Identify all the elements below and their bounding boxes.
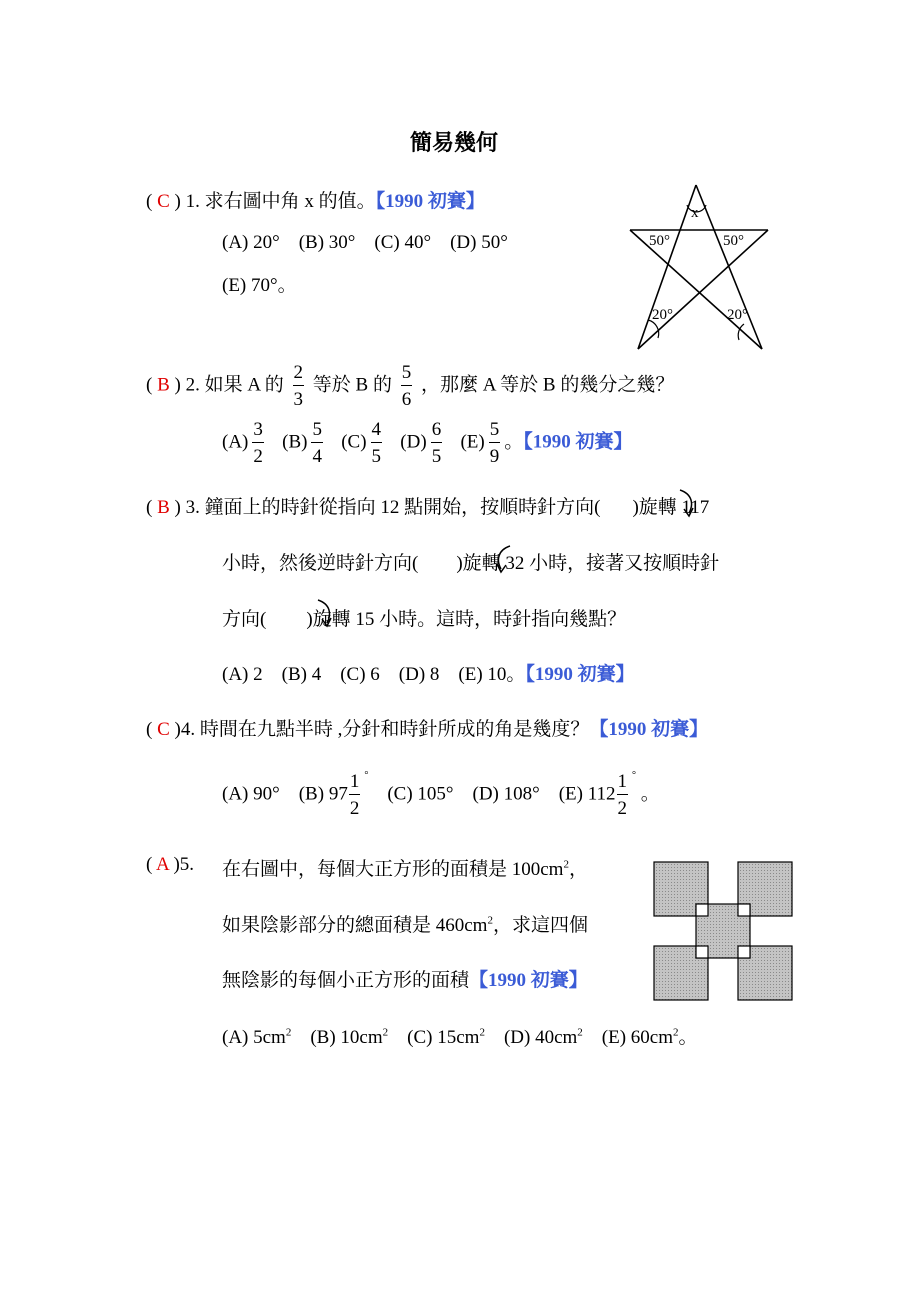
source-tag: 【1990 初賽】: [525, 664, 635, 685]
q2-options: (A) $\frac{3}{2}$ (B) $\frac{5}{4}$ (C) $\frac{4}{5}$ (D) $\frac{6}{5}$ (E) $\frac{5}{9}$ 。【1990 初賽】: [222, 419, 633, 467]
q1-options-line2: (E) 70°。: [222, 275, 297, 296]
source-tag: 【1990 初賽】: [375, 191, 485, 212]
question-number: )4.: [174, 719, 196, 740]
q3-line2: 小時，然後逆時針方向( )旋轉 32 小時，接著又按順時針: [222, 553, 720, 574]
paren-open: (: [146, 719, 153, 740]
clockwise-arrow-icon: [672, 486, 702, 520]
question-text-mid: 等於 B 的: [312, 374, 392, 396]
question-number: ) 1.: [174, 191, 200, 212]
fraction-2-3: $\frac{2}{3}$: [293, 362, 304, 410]
question-1: [146, 186, 485, 213]
option-b-fraction: $\frac{5}{4}$: [312, 419, 322, 467]
paren-open: (: [146, 854, 153, 875]
answer-1: C: [157, 191, 170, 212]
answer-5: A: [156, 854, 169, 875]
question-text: 時間在九點半時 ,分針和時針所成的角是幾度？: [199, 719, 590, 740]
q3-line3: 方向( )旋轉 15 小時。這時，時針指向幾點？: [222, 609, 627, 630]
q1-options-line1: (A) 20° (B) 30° (C) 40° (D) 50°: [222, 232, 508, 253]
fig-label-50-right: 50°: [723, 233, 744, 249]
answer-3: B: [157, 497, 170, 518]
fig-label-20-right: 20°: [727, 307, 748, 323]
source-tag: 【1990 初賽】: [523, 431, 633, 453]
question-text: 求右圖中角 x 的值。: [204, 191, 376, 212]
question-text-pre: 如果 A 的: [204, 374, 284, 396]
paren-open: (: [146, 374, 153, 396]
source-tag: 【1990 初賽】: [469, 970, 588, 991]
question-5: [146, 854, 194, 876]
fraction-5-6: $\frac{5}{6}$: [401, 362, 412, 410]
question-2: [146, 363, 674, 409]
q3-options: (A) 2 (B) 4 (C) 6 (D) 8 (E) 10。【1990 初賽】: [222, 664, 635, 685]
question-text-l1b: )旋轉 117: [632, 497, 710, 518]
page-title: 簡易幾何: [410, 131, 499, 156]
clockwise-arrow-icon: [310, 596, 340, 630]
option-e-fraction: $\frac{5}{9}$: [489, 419, 500, 467]
paren-open: (: [146, 497, 153, 518]
option-c-fraction: $\frac{4}{5}$: [371, 419, 382, 467]
q5-line1: 在右圖中，每個大正方形的面積是 $100cm^2$，: [222, 858, 588, 880]
star-figure: [620, 178, 780, 358]
q5-line3: 無陰影的每個小正方形的面積【1990 初賽】: [222, 970, 588, 991]
fig-label-x: x: [691, 205, 699, 221]
squares-figure: [650, 858, 796, 1004]
q5-line2: 如果陰影部分的總面積是 $460cm^2$，求這四個: [222, 914, 588, 936]
option-a-fraction: $\frac{3}{2}$: [253, 419, 263, 467]
question-3: [146, 492, 709, 519]
option-b-fraction: $\frac{1}{2}$: [349, 771, 360, 819]
answer-4: C: [157, 719, 170, 740]
question-number: ) 2.: [174, 374, 200, 396]
question-text-post: ，那麼 A 等於 B 的幾分之幾？: [420, 374, 675, 396]
paren-open: (: [146, 191, 153, 212]
q5-options: (A) $5cm^2$ (B) $10cm^2$ (C) $15cm^2$ (D) $40cm^2$ (E) $60cm^2$。: [222, 1026, 698, 1048]
source-tag: 【1990 初賽】: [589, 719, 709, 740]
question-text-l1a: 鐘面上的時針從指向 12 點開始，按順時針方向(: [204, 497, 601, 518]
fig-label-50-left: 50°: [649, 233, 670, 249]
question-number: )5.: [173, 854, 195, 875]
option-d-fraction: $\frac{6}{5}$: [431, 419, 442, 467]
q4-options: (A) 90° (B) 97 $\frac{1}{2}$ ° (C) 105° (D) 108° (E) 112 $\frac{1}{2}$ ° 。: [222, 770, 660, 819]
counterclockwise-arrow-icon: [488, 542, 518, 576]
answer-2: B: [157, 374, 170, 396]
question-4: [146, 714, 708, 741]
option-e-fraction: $\frac{1}{2}$: [617, 771, 628, 819]
fig-label-20-left: 20°: [652, 307, 673, 323]
question-number: ) 3.: [174, 497, 200, 518]
